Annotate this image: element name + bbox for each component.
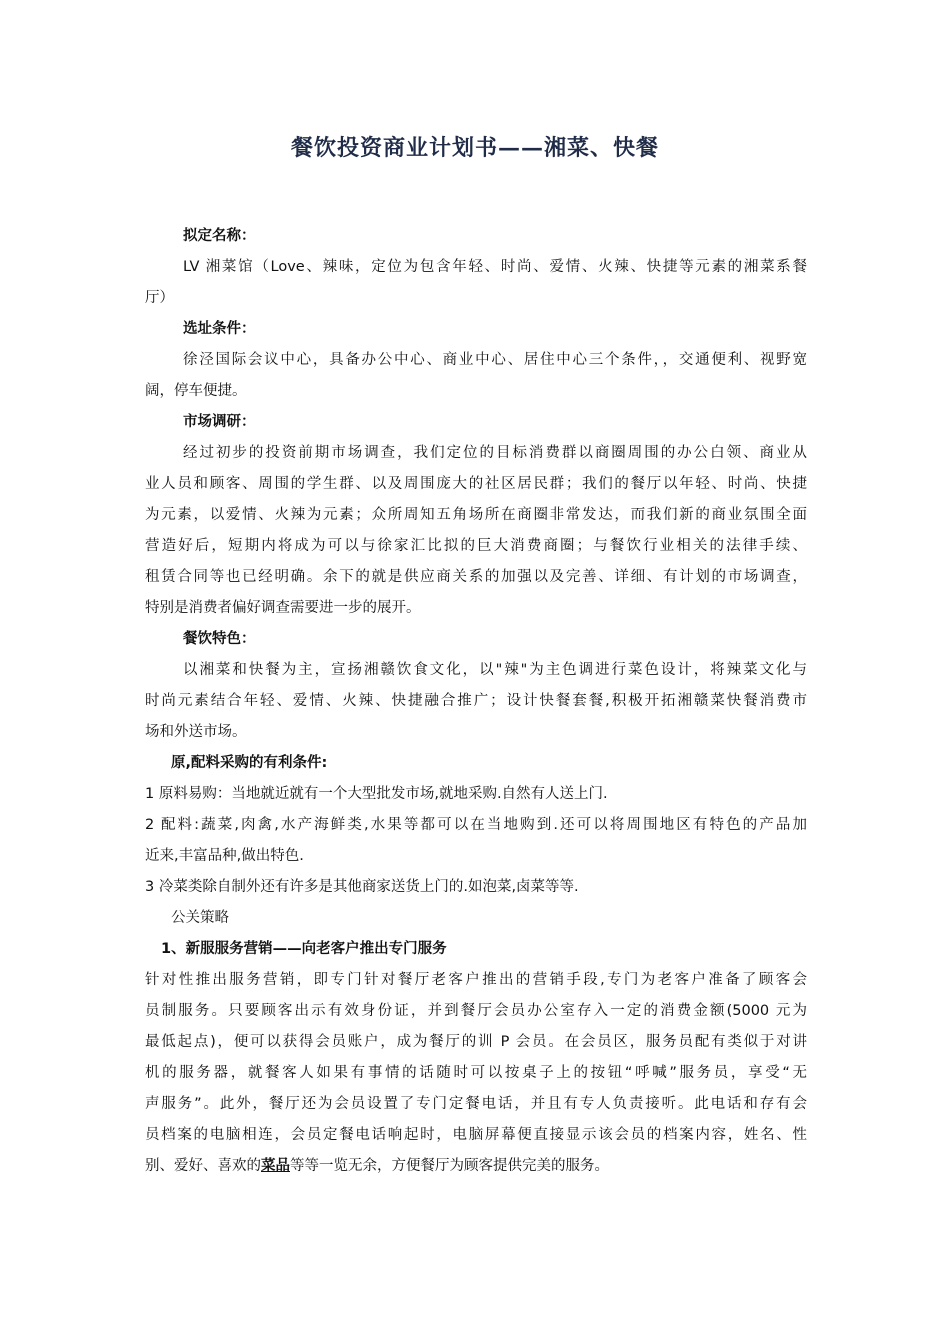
paragraph-line: 近来,丰富品种,做出特色. <box>145 848 304 864</box>
heading-pr-strategy: 公关策略 <box>171 910 229 926</box>
paragraph-line: 特别是消费者偏好调查需要进一步的展开。 <box>145 600 421 616</box>
list-item: 3 冷菜类除自制外还有许多是其他商家送货上门的.如泡菜,卤菜等等. <box>145 879 579 895</box>
paragraph-line: 以湘菜和快餐为主，宣扬湘赣饮食文化，以"辣"为主色调进行菜色设计，将辣菜文化与 <box>183 662 807 678</box>
paragraph-line: 最低起点)，便可以获得会员账户，成为餐厅的训 P 会员。在会员区，服务员配有类似于对讲 <box>145 1034 807 1050</box>
heading-market-research: 市场调研： <box>183 414 256 430</box>
paragraph-line: 厅） <box>145 290 174 306</box>
paragraph-line <box>145 1151 807 1182</box>
heading-features: 餐饮特色： <box>183 631 256 647</box>
paragraph-line: 业人员和顾客、周围的学生群、以及周围庞大的社区居民群；我们的餐厅以年轻、时尚、快捷 <box>145 476 807 492</box>
paragraph-line: 经过初步的投资前期市场调查，我们定位的目标消费群以商圈周围的办公白领、商业从 <box>183 445 807 461</box>
text: 别、爱好、喜欢的 <box>145 1158 261 1174</box>
document-title: 餐饮投资商业计划书——湘菜、快餐 <box>290 135 659 161</box>
subheading-service-marketing: 1、新服服务营销——向老客户推出专门服务 <box>161 941 447 957</box>
paragraph-line: 阔，停车便捷。 <box>145 383 247 399</box>
paragraph-line: 声服务”。此外，餐厅还为会员设置了专门定餐电话，并且有专人负责接听。此电话和存有会 <box>145 1096 807 1112</box>
paragraph-line: 时尚元素结合年轻、爱情、火辣、快捷融合推广；设计快餐套餐,积极开拓湘赣菜快餐消费市 <box>145 693 807 709</box>
paragraph-line: 营造好后，短期内将成为可以与徐家汇比拟的巨大消费商圈；与餐饮行业相关的法律手续、 <box>145 538 807 554</box>
list-item: 2 配料:蔬菜,肉禽,水产海鲜类,水果等都可以在当地购到.还可以将周围地区有特色的产品加 <box>145 817 807 833</box>
text: 等等一览无余，方便餐厅为顾客提供完美的服务。 <box>290 1158 609 1174</box>
list-item: 1 原料易购：当地就近就有一个大型批发市场,就地采购.自然有人送上门. <box>145 786 608 802</box>
paragraph-line: 针对性推出服务营销，即专门针对餐厅老客户推出的营销手段,专门为老客户准备了顾客会 <box>145 972 807 988</box>
paragraph-line: 机的服务器，就餐客人如果有事情的话随时可以按桌子上的按钮“呼喊”服务员，享受“无 <box>145 1065 807 1081</box>
heading-location: 选址条件： <box>183 321 256 337</box>
heading-name: 拟定名称： <box>183 228 256 244</box>
paragraph-line: 员档案的电脑相连，会员定餐电话响起时，电脑屏幕便直接显示该会员的档案内容，姓名、性 <box>145 1127 807 1143</box>
paragraph-line: 为元素，以爱情、火辣为元素；众所周知五角场所在商圈非常发达，而我们新的商业氛围全面 <box>145 507 807 523</box>
document-body <box>145 221 807 1182</box>
heading-purchasing: 原,配料采购的有利条件: <box>171 755 328 771</box>
dishes-link[interactable]: 菜品 <box>261 1158 290 1174</box>
paragraph-line: 租赁合同等也已经明确。余下的就是供应商关系的加强以及完善、详细、有计划的市场调查， <box>145 569 807 585</box>
paragraph-line: 员制服务。只要顾客出示有效身份证，并到餐厅会员办公室存入一定的消费金额(5000 元为 <box>145 1003 807 1019</box>
paragraph-line: 场和外送市场。 <box>145 724 247 740</box>
paragraph-line: LV 湘菜馆（Love、辣味，定位为包含年轻、时尚、爱情、火辣、快捷等元素的湘菜系餐 <box>183 259 807 275</box>
paragraph-line: 徐泾国际会议中心，具备办公中心、商业中心、居住中心三个条件，，交通便利、视野宽 <box>183 352 807 368</box>
